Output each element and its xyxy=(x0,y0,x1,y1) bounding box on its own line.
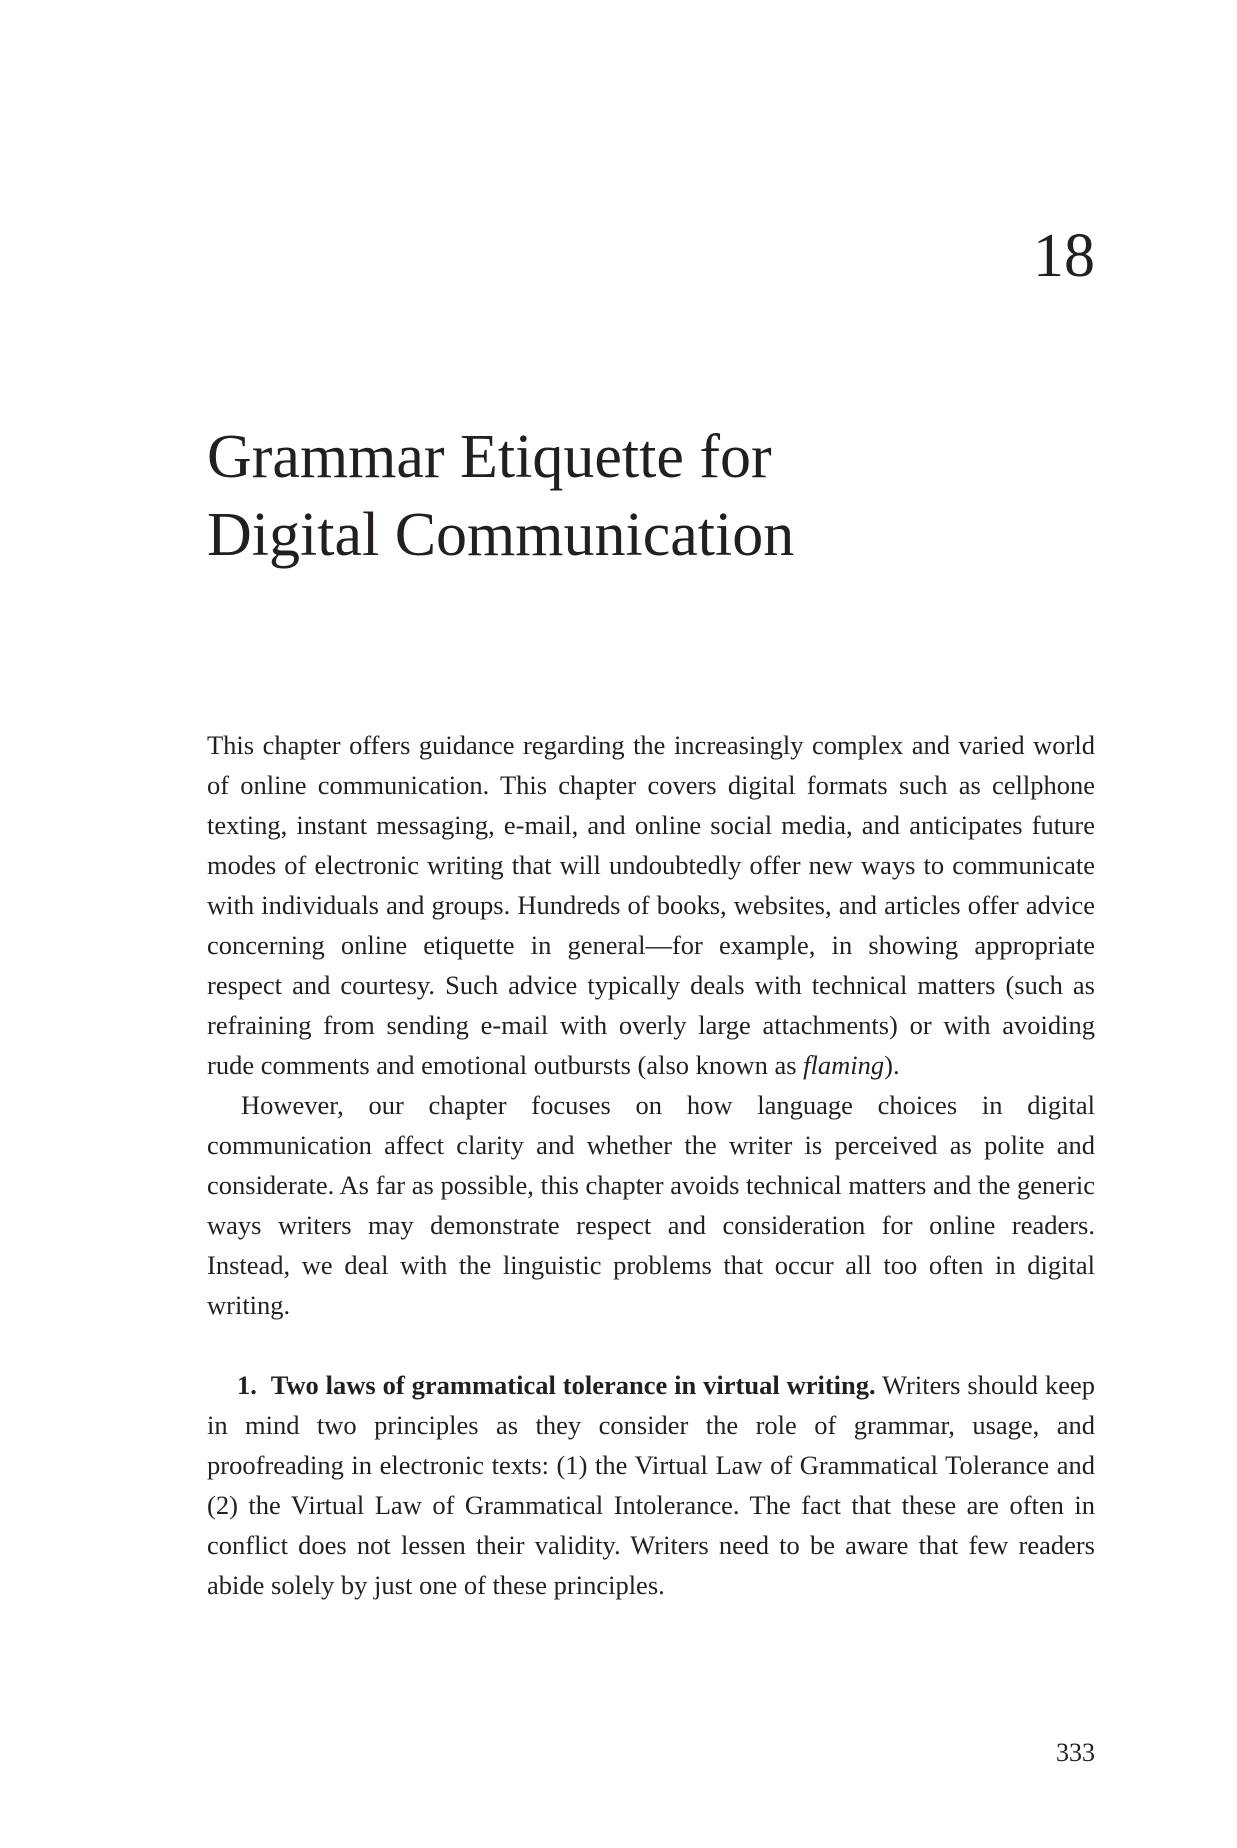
page-number: 333 xyxy=(1056,1738,1095,1767)
chapter-number: 18 xyxy=(1033,222,1095,290)
italic-term: flaming xyxy=(803,1050,885,1080)
paragraph-focus: However, our chapter focuses on how language choices in digital communication affect clarity and whether the writer is perceived as polite and considerate. As far as possible, this chapter avoids technical matters and the generic ways writers may demonstrate respect and consideration for online readers. Instead, we deal with the linguistic problems that occur all too often in digital writing. xyxy=(207,1090,1095,1320)
item-number: 1. xyxy=(237,1370,257,1400)
chapter-title-line-1: Grammar Etiquette for xyxy=(207,423,772,491)
item-text: Writers should keep in mind two principles as they consider the role of grammar, usage, and proofreading in electronic texts: (1) the Virtual Law of Grammatical Tolerance and (2) the Virtual Law of Grammatical Intolerance. The fact that these are often in conflict does not lessen their validity. Writers need to be aware that few readers abide solely by just one of these principles. xyxy=(207,1370,1095,1600)
item-heading: Two laws of grammatical tolerance in virtual writing. xyxy=(270,1370,876,1400)
chapter-title-line-2: Digital Communication xyxy=(207,501,795,569)
chapter-body xyxy=(207,725,1095,1605)
chapter-title xyxy=(207,418,1107,574)
numbered-item xyxy=(207,1365,1095,1605)
paragraph-intro-end: ). xyxy=(884,1050,900,1080)
paragraph-intro-text: This chapter offers guidance regarding the increasingly complex and varied world of online communication. This chapter covers digital formats such as cellphone texting, instant messaging, e-mail, and online social media, and anticipates future modes of electronic writing that will undoubtedly offer new ways to communicate with individuals and groups. Hundreds of books, websites, and articles offer advice concerning online etiquette in general—for example, in showing appropriate respect and courtesy. Such advice typically deals with technical matters (such as refraining from sending e-mail with overly large attachments) or with avoiding rude comments and emotional outbursts (also known as xyxy=(207,730,1095,1080)
paragraph-intro xyxy=(207,725,1095,1085)
